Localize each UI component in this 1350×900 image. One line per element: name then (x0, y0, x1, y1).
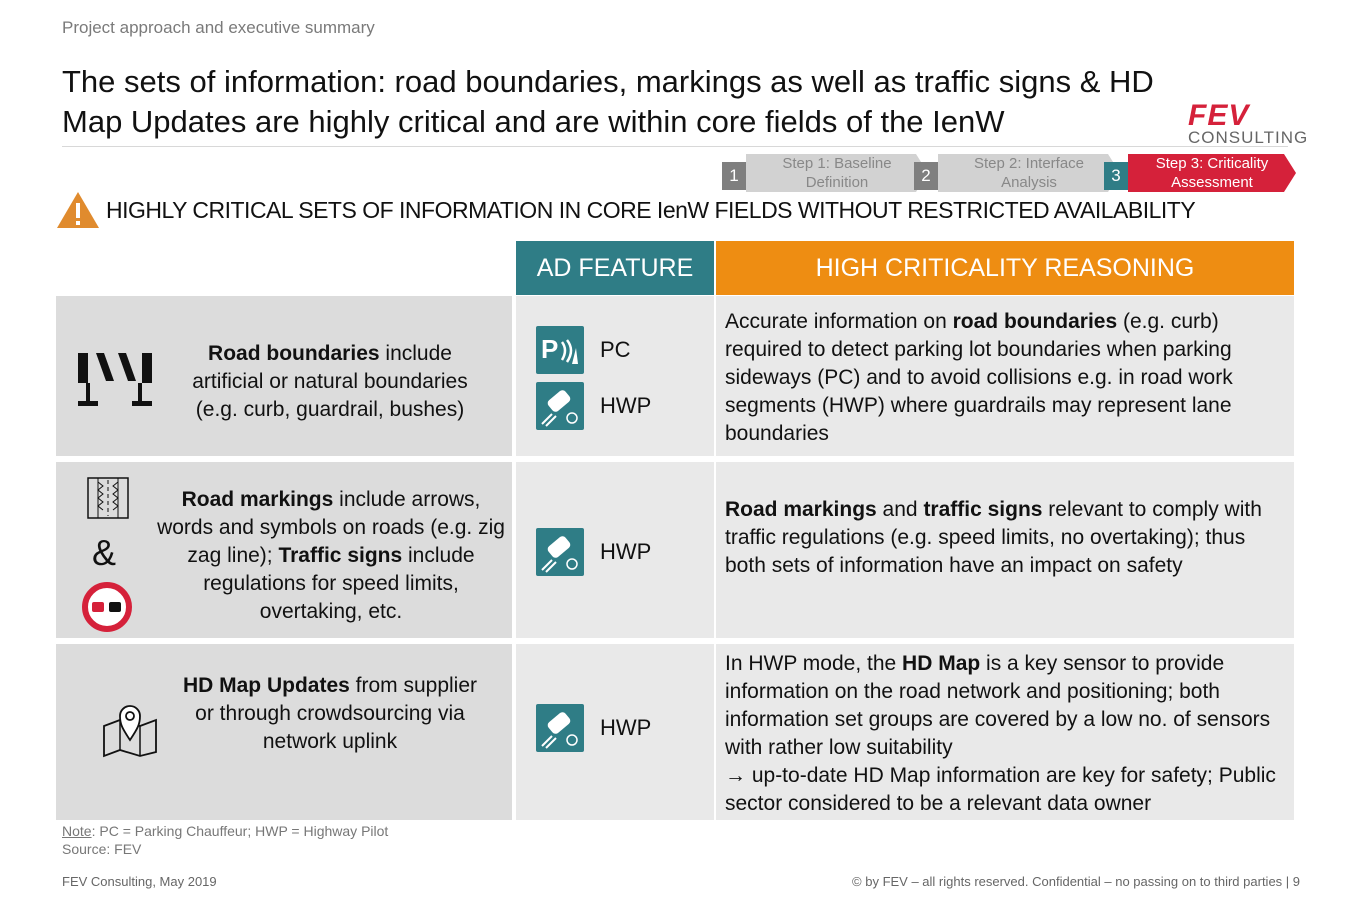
r2-bold2: traffic signs (923, 498, 1043, 521)
row-3-reasoning-cell (716, 644, 1294, 820)
highway-pilot-icon (536, 382, 584, 430)
r1-pre: Accurate information on (725, 310, 953, 333)
row-2-info-rest: include regulations for speed limits, overtaking, etc. (203, 544, 475, 623)
title-divider (62, 146, 1288, 147)
row-1-reasoning-text (725, 308, 1289, 448)
row-1-reasoning-cell (716, 296, 1294, 456)
highway-pilot-icon (536, 704, 584, 752)
row-2-reasoning-text (725, 496, 1289, 580)
r3-post: is a key sensor to provide information on the road network and positioning; both information set groups are covered by a low no. of sensors with rather low suitability (725, 652, 1271, 759)
no-overtaking-sign-icon (80, 582, 134, 632)
ampersand: & (92, 532, 117, 573)
road-boundary-icon (76, 351, 156, 411)
map-pin-icon (100, 698, 160, 758)
feature-label: HWP (600, 539, 652, 564)
row-2-info-mid: include arrows, words and symbols on roads (e.g. zig zag line); (157, 488, 505, 567)
critical-banner (56, 190, 1195, 230)
r3-para-2: → up-to-date HD Map information are key for safety; Public sector considered to be a relevant data owner (725, 764, 1276, 815)
row-3-info-text (174, 672, 486, 756)
footnote (62, 822, 388, 858)
note-label: Note (62, 823, 92, 839)
step-3-label: Step 3: Criticality Assessment (1155, 155, 1269, 191)
step-3 (1104, 154, 1296, 192)
feature-hwp (536, 704, 651, 752)
step-2 (914, 154, 1120, 192)
note-text: : PC = Parking Chauffeur; HWP = Highway Pilot (91, 823, 389, 839)
r1-bold: road boundaries (952, 310, 1118, 333)
row-2-info-bold2: Traffic signs (278, 544, 403, 567)
r2-mid: and (876, 498, 924, 521)
feature-pc (536, 326, 631, 374)
feature-hwp (536, 382, 651, 430)
step-2-label: Step 2: Interface Analysis (973, 155, 1085, 191)
header-criticality-reasoning: HIGH CRITICALITY REASONING (716, 241, 1294, 295)
row-2-reasoning-cell (716, 462, 1294, 638)
row-3-feature-cell (516, 644, 714, 820)
row-3-info-bold: HD Map Updates (182, 674, 350, 697)
note-line (62, 822, 388, 840)
row-2-feature-cell (516, 462, 714, 638)
feature-hwp (536, 528, 651, 576)
warning-icon (56, 190, 100, 230)
header-ad-feature: AD FEATURE (516, 241, 714, 295)
feature-label: HWP (600, 715, 652, 740)
step-2-number: 2 (914, 162, 938, 190)
row-3-info-rest: from supplier or through crowdsourcing via network uplink (195, 674, 478, 753)
highway-pilot-icon (536, 528, 584, 576)
row-1-info-text (170, 340, 490, 424)
row-2-info-text (154, 486, 508, 626)
step-1-label: Step 1: Baseline Definition (782, 155, 892, 191)
row-2-info-cell (56, 462, 512, 638)
logo-sub: CONSULTING (1188, 128, 1309, 147)
step-3-chevron (1128, 154, 1296, 192)
logo-brand: FEV (1188, 99, 1250, 132)
row-1-info-cell (56, 296, 512, 456)
feature-label: PC (600, 337, 631, 362)
step-3-number: 3 (1104, 162, 1128, 190)
banner-text: HIGHLY CRITICAL SETS OF INFORMATION IN CORE IenW FIELDS WITHOUT RESTRICTED AVAILABILITY (106, 196, 1196, 223)
row-3-info-cell (56, 644, 512, 820)
section-label: Project approach and executive summary (62, 18, 375, 37)
row-1-info-rest: include artificial or natural boundaries (e.g. curb, guardrail, bushes) (192, 342, 468, 421)
step-1 (722, 154, 928, 192)
r3-bold: HD Map (902, 652, 981, 675)
row-3-reasoning-text (725, 650, 1289, 818)
step-1-chevron (746, 154, 928, 192)
r2-post: relevant to comply with traffic regulations (e.g. speed limits, no overtaking); thus both sets of information have an impact on safety (725, 498, 1262, 577)
r3-para-1 (725, 650, 1289, 762)
svg-text:P: P (541, 334, 559, 364)
road-marking-icon (86, 476, 130, 520)
row-2-info-bold: Road markings (181, 488, 334, 511)
footer-right: © by FEV – all rights reserved. Confidential – no passing on to third parties | 9 (852, 874, 1300, 889)
row-1-feature-cell (516, 296, 714, 456)
fev-logo (1188, 99, 1309, 150)
feature-label: HWP (600, 393, 652, 418)
step-2-chevron (938, 154, 1120, 192)
parking-chauffeur-icon (536, 326, 584, 374)
r1-post: (e.g. curb) required to detect parking lot boundaries when parking sideways (PC) and to avoid collisions e.g. in road work segments (HWP) where guardrails may represent lane boundaries (725, 310, 1233, 445)
footer-left: FEV Consulting, May 2019 (62, 874, 217, 889)
r2-bold: Road markings (725, 498, 877, 521)
row-1-info-bold: Road boundaries (208, 342, 380, 365)
page-title: The sets of information: road boundaries, markings as well as traffic signs & HD Map Updates are highly critical and are within core fields of the IenW (62, 64, 1154, 139)
source-line: Source: FEV (62, 841, 142, 857)
step-1-number: 1 (722, 162, 746, 190)
r3-pre: In HWP mode, the (725, 652, 903, 675)
